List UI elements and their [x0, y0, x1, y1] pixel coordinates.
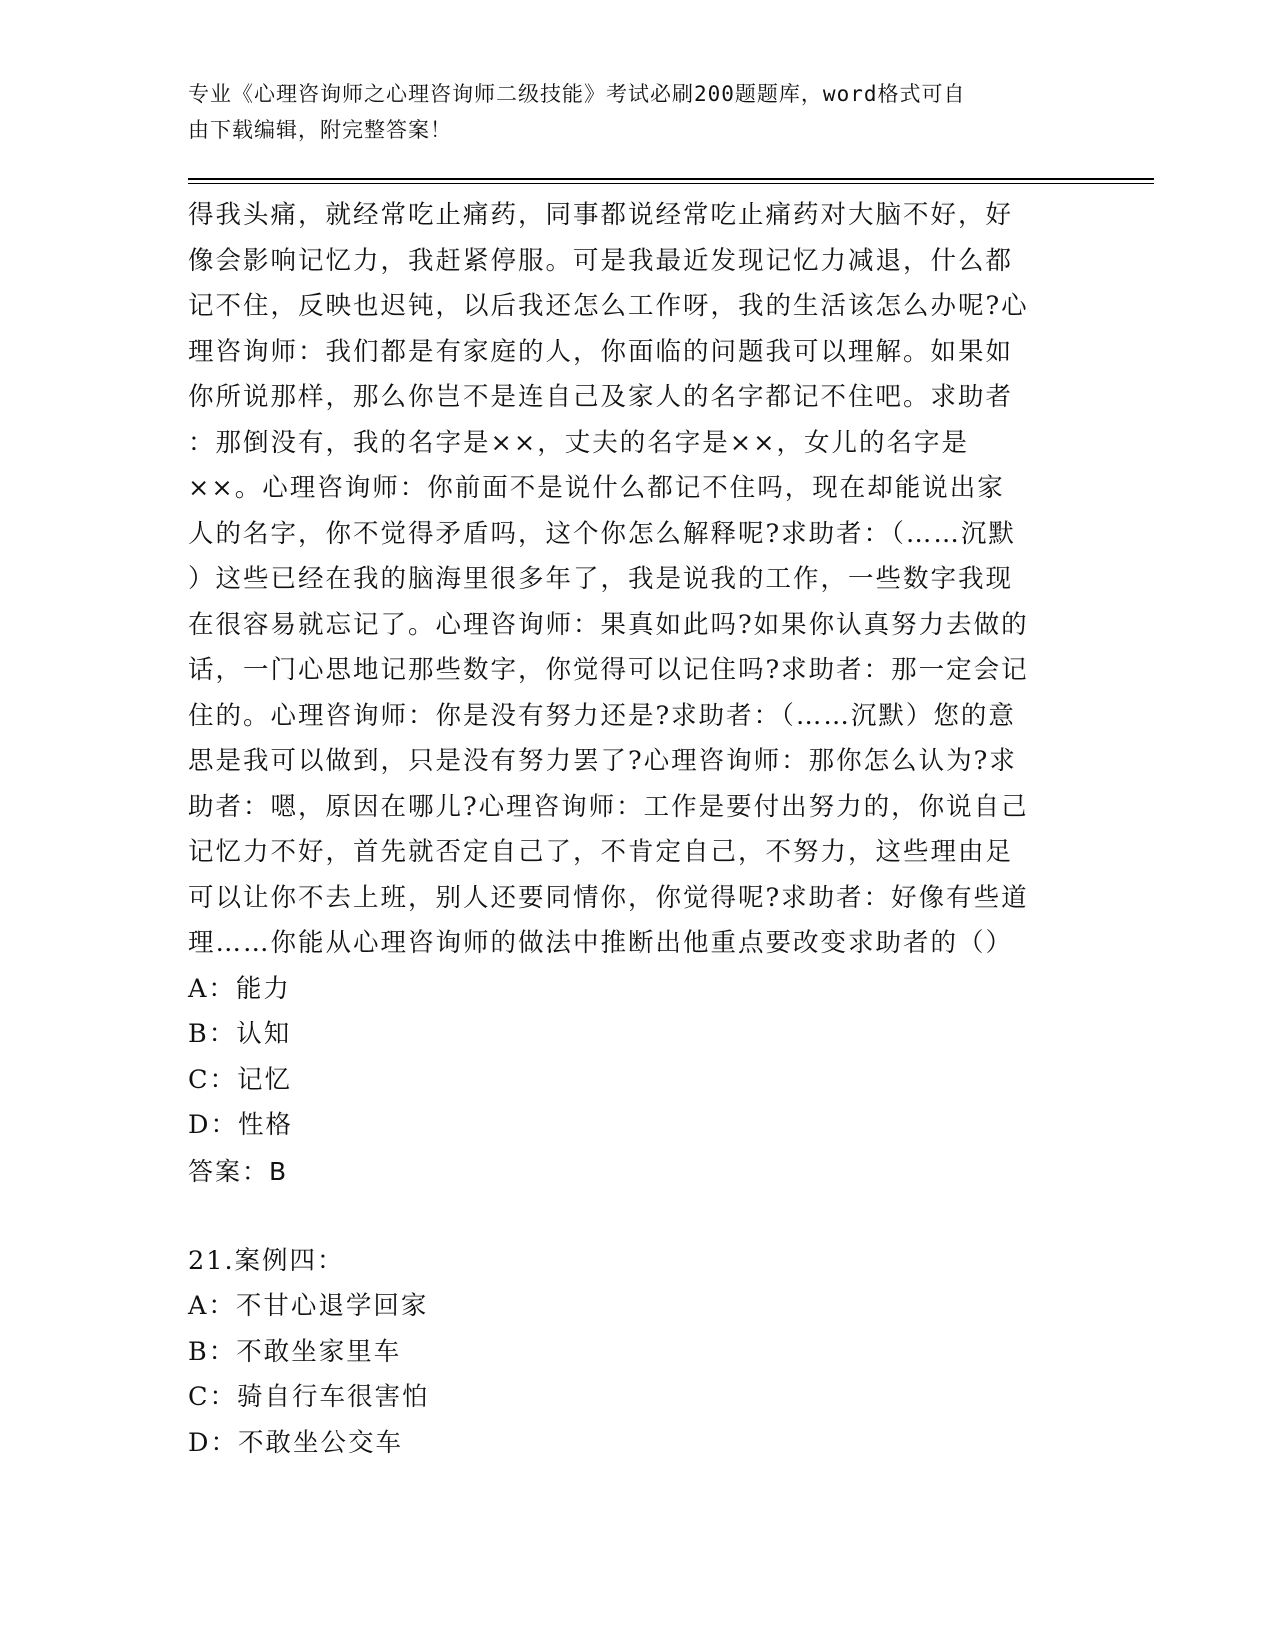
option-c: C：骑自行车很害怕 [188, 1382, 430, 1412]
question-text-line: 得我头痛，就经常吃止痛药，同事都说经常吃止痛药对大脑不好，好 [188, 200, 1014, 230]
question-text-line: 记不住，反映也迟钝，以后我还怎么工作呀，我的生活该怎么办呢?心 [188, 291, 1029, 321]
question-text-line: 像会影响记忆力，我赶紧停服。可是我最近发现记忆力减退，什么都 [188, 245, 1014, 276]
header-line-1: 专业《心理咨询师之心理咨询师二级技能》考试必刷200题题库，word格式可自 [188, 82, 966, 106]
document-header [188, 76, 1068, 148]
question-text-line: 人的名字，你不觉得矛盾吗，这个你怎么解释呢?求助者：（……沉默 [188, 518, 1016, 549]
question-text-line: 助者：嗯，原因在哪儿?心理咨询师：工作是要付出努力的，你说自己 [188, 791, 1029, 822]
question-spacer [188, 1195, 1068, 1239]
question-text-line: ）这些已经在我的脑海里很多年了，我是说我的工作，一些数字我现 [188, 564, 1014, 594]
header-line-2: 由下载编辑，附完整答案！ [188, 118, 452, 142]
document-body [188, 193, 1068, 1466]
question-text-line: 话，一门心思地记那些数字，你觉得可以记住吗?求助者：那一定会记 [188, 655, 1029, 685]
question-text-line: 思是我可以做到，只是没有努力罢了?心理咨询师：那你怎么认为?求 [188, 746, 1017, 776]
question-text-line: 记忆力不好，首先就否定自己了，不肯定自己，不努力，这些理由足 [188, 837, 1014, 867]
question-title: 21.案例四： [188, 1245, 345, 1276]
question-text-line: ：那倒没有，我的名字是××，丈夫的名字是××，女儿的名字是 [188, 427, 969, 458]
option-a: A：不甘心退学回家 [188, 1291, 429, 1321]
question-text-line: 住的。心理咨询师：你是没有努力还是?求助者：（……沉默）您的意 [188, 700, 1016, 731]
question-text-line: ××。心理咨询师：你前面不是说什么都记不住吗，现在却能说出家 [188, 473, 1005, 503]
question-text-line: 理……你能从心理咨询师的做法中推断出他重点要改变求助者的（） [188, 928, 1014, 958]
question-21 [188, 1239, 1068, 1467]
answer-line: 答案：B [188, 1156, 289, 1186]
question-text-line: 可以让你不去上班，别人还要同情你，你觉得呢?求助者：好像有些道 [188, 882, 1029, 913]
option-c: C：记忆 [188, 1064, 293, 1095]
option-d: D：性格 [188, 1110, 293, 1140]
question-text-line: 你所说那样，那么你岂不是连自己及家人的名字都记不住吧。求助者 [188, 382, 1014, 412]
option-d: D：不敢坐公交车 [188, 1427, 403, 1458]
option-a: A：能力 [188, 973, 291, 1004]
header-rule-thin [188, 183, 1154, 184]
question-text-line: 在很容易就忘记了。心理咨询师：果真如此吗?如果你认真努力去做的 [188, 609, 1029, 640]
question-text-line: 理咨询师：我们都是有家庭的人，你面临的问题我可以理解。如果如 [188, 336, 1014, 367]
option-b: B：不敢坐家里车 [188, 1336, 402, 1367]
question-20 [188, 193, 1068, 1195]
header-rule-thick [188, 178, 1154, 180]
option-b: B：认知 [188, 1019, 292, 1049]
